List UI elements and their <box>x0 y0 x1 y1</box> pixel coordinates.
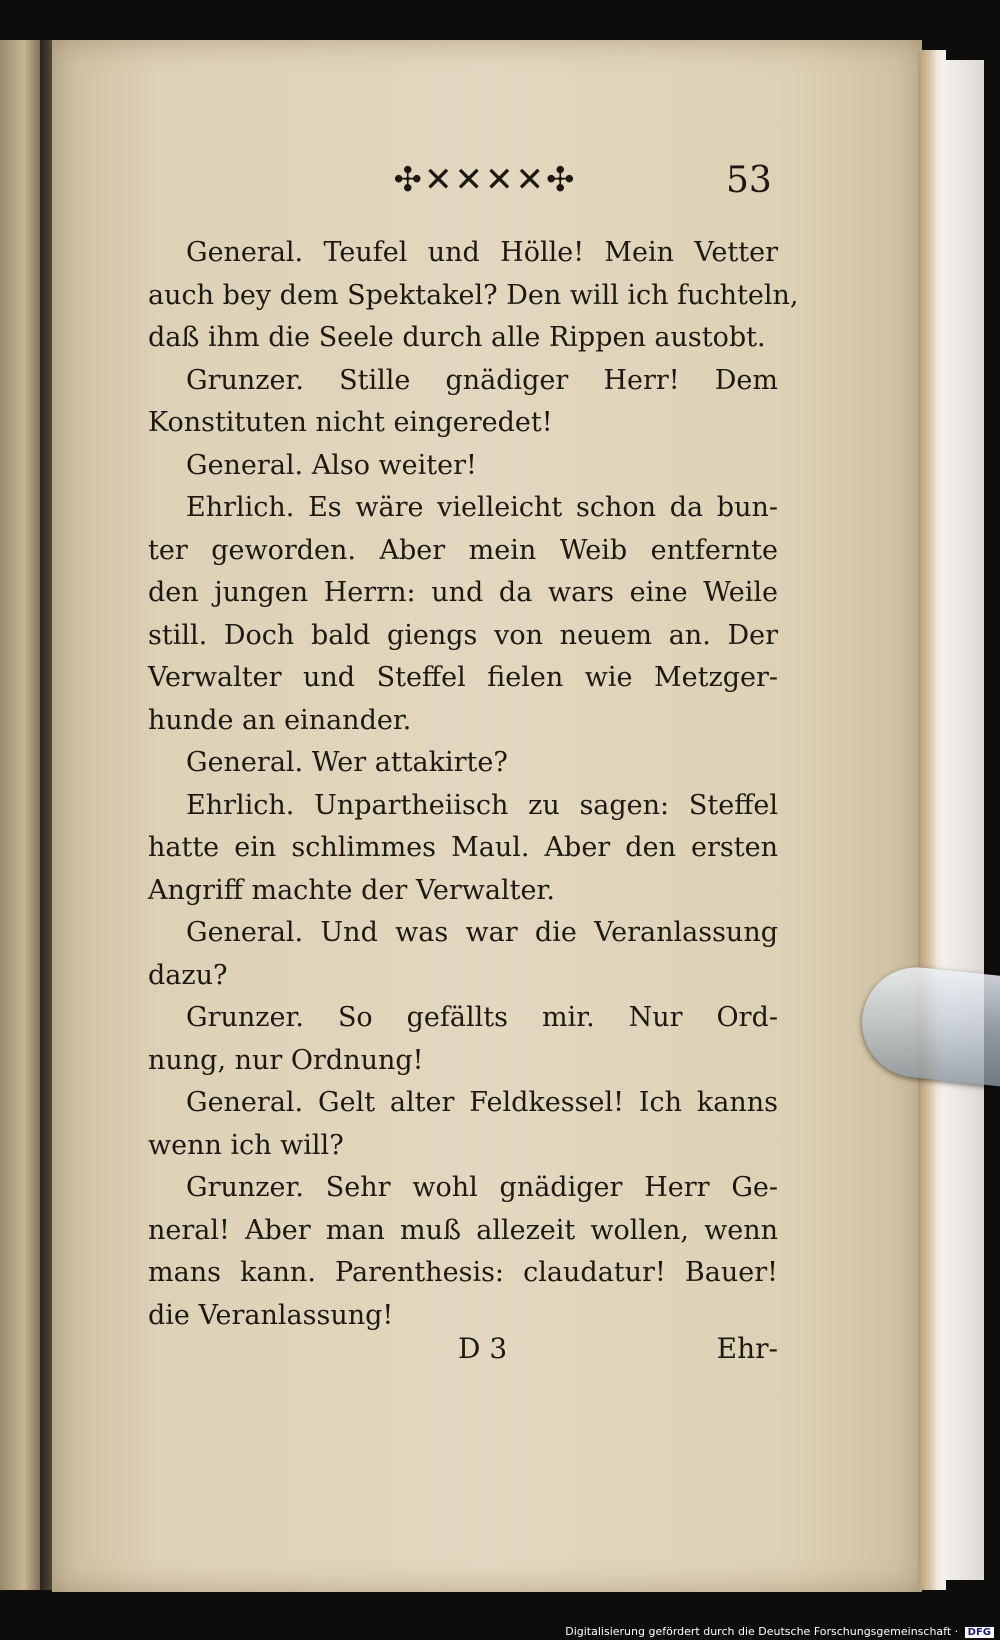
text-line: nung, nur Ordnung! <box>148 1044 424 1076</box>
credit-text: Digitalisierung gefördert durch die Deutsche Forschungsgemeinschaft · <box>565 1625 959 1638</box>
body-text <box>148 232 799 1337</box>
text-line: daß ihm die Seele durch alle Rippen austobt. <box>148 322 766 353</box>
text-line: General. Teufel und Hölle! Mein Vetter <box>186 237 778 268</box>
text-line: neral! Aber man muß allezeit wollen, wenn <box>148 1214 778 1246</box>
text-line: wenn ich will? <box>148 1129 344 1161</box>
text-line: Konstituten nicht eingeredet! <box>148 407 553 438</box>
text-line: General. Gelt alter Feldkessel! Ich kanns <box>186 1087 778 1118</box>
text-line: ter geworden. Aber mein Weib entfernte <box>148 534 778 566</box>
text-line: dazu? <box>148 959 228 991</box>
page-edges <box>918 50 946 1590</box>
text-line: General. Wer attakirte? <box>186 747 508 778</box>
text-line: Grunzer. Stille gnädiger Herr! Dem <box>186 364 778 396</box>
header-ornament: ✣✕✕✕✕✣ <box>393 160 577 200</box>
text-line: hatte ein schlimmes Maul. Aber den ersten <box>148 832 778 863</box>
text-line: Ehrlich. Es wäre vielleicht schon da bun- <box>186 492 778 523</box>
text-line: die Veranlassung! <box>148 1299 394 1331</box>
running-header <box>52 160 922 210</box>
text-line: hunde an einander. <box>148 704 412 736</box>
text-line: Angriff machte der Verwalter. <box>148 874 555 906</box>
text-line: den jungen Herrn: und da wars eine Weile <box>148 577 778 608</box>
page-number: 53 <box>726 160 772 201</box>
text-line: Verwalter und Steffel fielen wie Metzger- <box>148 662 778 693</box>
catchword: Ehr- <box>716 1332 778 1365</box>
text-line: Grunzer. So gefällts mir. Nur Ord- <box>186 1002 778 1033</box>
dfg-logo: DFG <box>965 1627 994 1638</box>
page-footer <box>148 1332 778 1382</box>
text-line: still. Doch bald giengs von neuem an. Der <box>148 619 778 651</box>
digitization-credit <box>565 1625 994 1638</box>
text-line: mans kann. Parenthesis: claudatur! Bauer! <box>148 1257 778 1288</box>
facing-page-edge <box>0 40 44 1590</box>
text-line: auch bey dem Spektakel? Den will ich fuchteln, <box>148 279 799 311</box>
text-line: General. Also weiter! <box>186 449 477 481</box>
text-line: General. Und was war die Veranlassung <box>186 917 778 948</box>
text-line: Grunzer. Sehr wohl gnädiger Herr Ge- <box>186 1172 778 1203</box>
text-line: Ehrlich. Unpartheiisch zu sagen: Steffel <box>186 789 778 821</box>
signature-mark: D 3 <box>458 1332 508 1365</box>
page-edges-outer <box>944 60 984 1580</box>
